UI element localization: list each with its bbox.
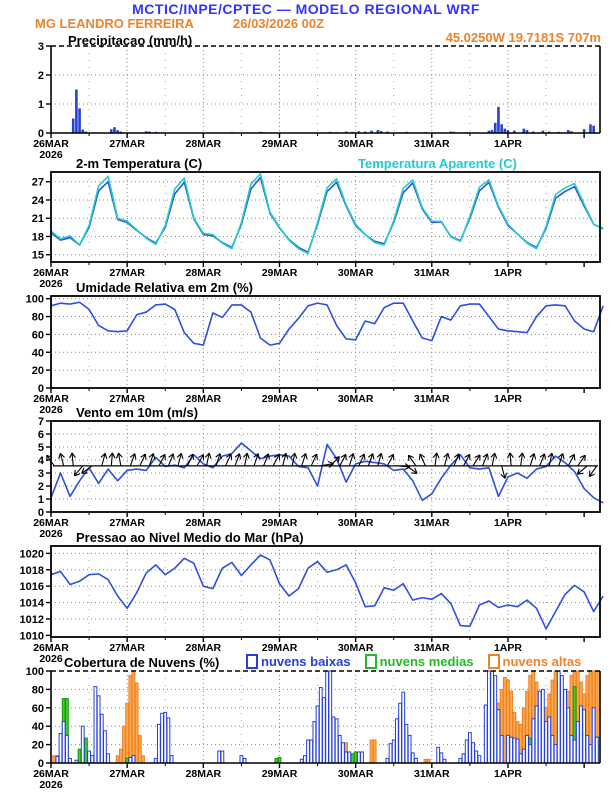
svg-text:28MAR: 28MAR [185,517,222,529]
svg-text:1018: 1018 [19,564,44,577]
svg-text:27MAR: 27MAR [109,517,145,529]
panel-humidity [0,293,612,416]
panel-title-temperature: 2-m Temperatura (C) [76,156,203,171]
svg-text:27: 27 [31,176,44,189]
svg-text:28MAR: 28MAR [185,393,222,405]
svg-text:30MAR: 30MAR [337,768,374,780]
apparent-temperature-label: Temperatura Aparente (C) [358,156,517,171]
svg-text:28MAR: 28MAR [185,642,222,654]
svg-text:26MAR: 26MAR [33,768,69,780]
wind-barb-icon [80,463,94,475]
svg-text:20: 20 [31,739,44,752]
panel-title-pressure: Pressao ao Nivel Medio do Mar (hPa) [76,530,304,545]
wind-barb-icon [116,453,124,467]
svg-text:29MAR: 29MAR [261,393,298,405]
svg-text:0: 0 [37,758,44,770]
svg-text:2026: 2026 [39,653,63,665]
svg-text:2: 2 [37,70,44,82]
panel-pressure [0,546,612,665]
rh-plot [0,293,612,416]
low-clouds-label: nuvens baixas [261,654,351,669]
svg-text:5: 5 [37,442,44,454]
svg-text:60: 60 [31,702,44,715]
svg-text:3: 3 [37,468,44,480]
wind-barb-icon [137,453,148,467]
svg-text:7: 7 [37,416,44,428]
svg-text:29MAR: 29MAR [261,138,298,150]
svg-text:30MAR: 30MAR [337,517,374,529]
svg-text:26MAR: 26MAR [33,517,69,529]
wind-barb-icon [489,453,498,467]
svg-text:30MAR: 30MAR [337,138,374,150]
svg-text:80: 80 [31,311,44,324]
wind-barb-icon [232,453,242,467]
run-datetime: 26/03/2026 00Z [233,16,325,31]
svg-text:27MAR: 27MAR [109,642,145,654]
wind-barb-icon [417,453,428,467]
svg-text:20: 20 [31,365,44,378]
svg-text:31MAR: 31MAR [414,138,450,150]
location-coords: 45.0250W 19.7181S 707m [445,30,601,45]
svg-text:2026: 2026 [39,278,63,290]
svg-text:29MAR: 29MAR [261,267,298,279]
svg-text:1APR: 1APR [493,642,522,654]
svg-text:2026: 2026 [39,149,63,161]
panel-title-clouds: Cobertura de Nuvens (%) [64,655,220,670]
svg-text:26MAR: 26MAR [33,642,69,654]
svg-text:2026: 2026 [39,779,63,791]
high-clouds-label: nuvens altas [502,654,582,669]
panel-title-humidity: Umidade Relativa em 2m (%) [76,280,254,295]
svg-text:1APR: 1APR [493,138,522,150]
svg-text:1010: 1010 [19,630,44,643]
svg-text:27MAR: 27MAR [109,267,145,279]
wind-barb-icon [518,453,526,467]
wind-barb-icon [507,453,514,466]
panel-precipitation [0,41,612,161]
svg-text:100: 100 [25,293,44,306]
wind-barb-icon [309,453,320,467]
svg-text:2026: 2026 [39,404,63,416]
page-title: MCTIC/INPE/CPTEC — MODELO REGIONAL WRF [132,1,480,17]
temp-plot [0,172,612,290]
panel-title-wind: Vento em 10m (m/s) [76,405,199,420]
panel-clouds [0,666,612,791]
panel-wind [0,416,612,540]
svg-text:26MAR: 26MAR [33,138,69,150]
svg-text:80: 80 [31,684,44,697]
wind-plot [0,416,612,540]
svg-text:26MAR: 26MAR [33,267,69,279]
svg-text:31MAR: 31MAR [414,517,450,529]
svg-text:1APR: 1APR [493,517,522,529]
svg-text:1016: 1016 [19,581,44,594]
svg-text:31MAR: 31MAR [414,642,450,654]
svg-text:40: 40 [31,347,44,360]
svg-text:30MAR: 30MAR [337,642,374,654]
svg-text:31MAR: 31MAR [414,768,450,780]
wind-barb-icon [128,453,138,467]
svg-text:6: 6 [37,429,44,441]
svg-text:40: 40 [31,721,44,734]
svg-text:1: 1 [37,494,44,506]
svg-text:1APR: 1APR [493,393,522,405]
wind-barb-icon [537,453,547,467]
svg-text:21: 21 [31,213,44,226]
wind-barb-icon [69,453,76,466]
svg-text:2026: 2026 [39,528,63,540]
wind-barb-icon [442,453,451,467]
svg-text:30MAR: 30MAR [337,267,374,279]
svg-text:0: 0 [37,128,44,140]
wind-barb-icon [556,453,566,467]
wind-barb-icon [108,453,115,466]
svg-text:4: 4 [37,455,44,467]
svg-text:1012: 1012 [19,613,44,626]
svg-text:27MAR: 27MAR [109,768,145,780]
wind-barb-icon [261,453,271,467]
svg-text:0: 0 [37,507,44,519]
mid-clouds-label: nuvens medias [379,654,474,669]
svg-text:29MAR: 29MAR [261,768,298,780]
svg-text:18: 18 [31,231,44,244]
svg-text:0: 0 [37,383,44,395]
svg-text:3: 3 [37,41,44,53]
svg-text:100: 100 [25,666,44,678]
wind-barb-icon [480,453,490,467]
panel-temperature [0,172,612,290]
svg-text:1020: 1020 [19,548,44,561]
svg-text:29MAR: 29MAR [261,642,298,654]
svg-text:27MAR: 27MAR [109,393,145,405]
wind-barb-icon [99,453,108,467]
precip-plot [0,41,612,161]
svg-text:28MAR: 28MAR [185,138,222,150]
wind-barb-icon [194,453,206,467]
panel-title-precipitation: Precipitacao (mm/h) [68,33,193,48]
wind-barb-icon [175,453,184,467]
svg-text:15: 15 [31,249,44,262]
wind-barb-icon [432,453,440,467]
svg-text:26MAR: 26MAR [33,393,69,405]
clouds-plot [0,666,612,791]
svg-text:27MAR: 27MAR [109,138,145,150]
svg-text:1: 1 [37,99,44,111]
svg-text:1APR: 1APR [493,267,522,279]
wind-barb-icon [356,453,367,467]
svg-text:28MAR: 28MAR [185,267,222,279]
pres-plot [0,546,612,665]
svg-text:60: 60 [31,329,44,342]
svg-text:31MAR: 31MAR [414,393,450,405]
wind-barb-icon [461,453,472,467]
svg-text:24: 24 [31,194,44,207]
svg-text:29MAR: 29MAR [261,517,298,529]
wind-barb-icon [242,453,251,467]
svg-text:31MAR: 31MAR [414,267,450,279]
svg-text:1014: 1014 [19,597,44,610]
wind-barb-icon [57,453,66,467]
wind-barb-icon [375,453,384,467]
svg-text:28MAR: 28MAR [185,768,222,780]
svg-text:2: 2 [37,481,44,493]
wind-barb-icon [499,465,508,479]
svg-text:1APR: 1APR [493,768,522,780]
svg-text:30MAR: 30MAR [337,393,374,405]
station-name: MG LEANDRO FERREIRA [35,16,194,31]
